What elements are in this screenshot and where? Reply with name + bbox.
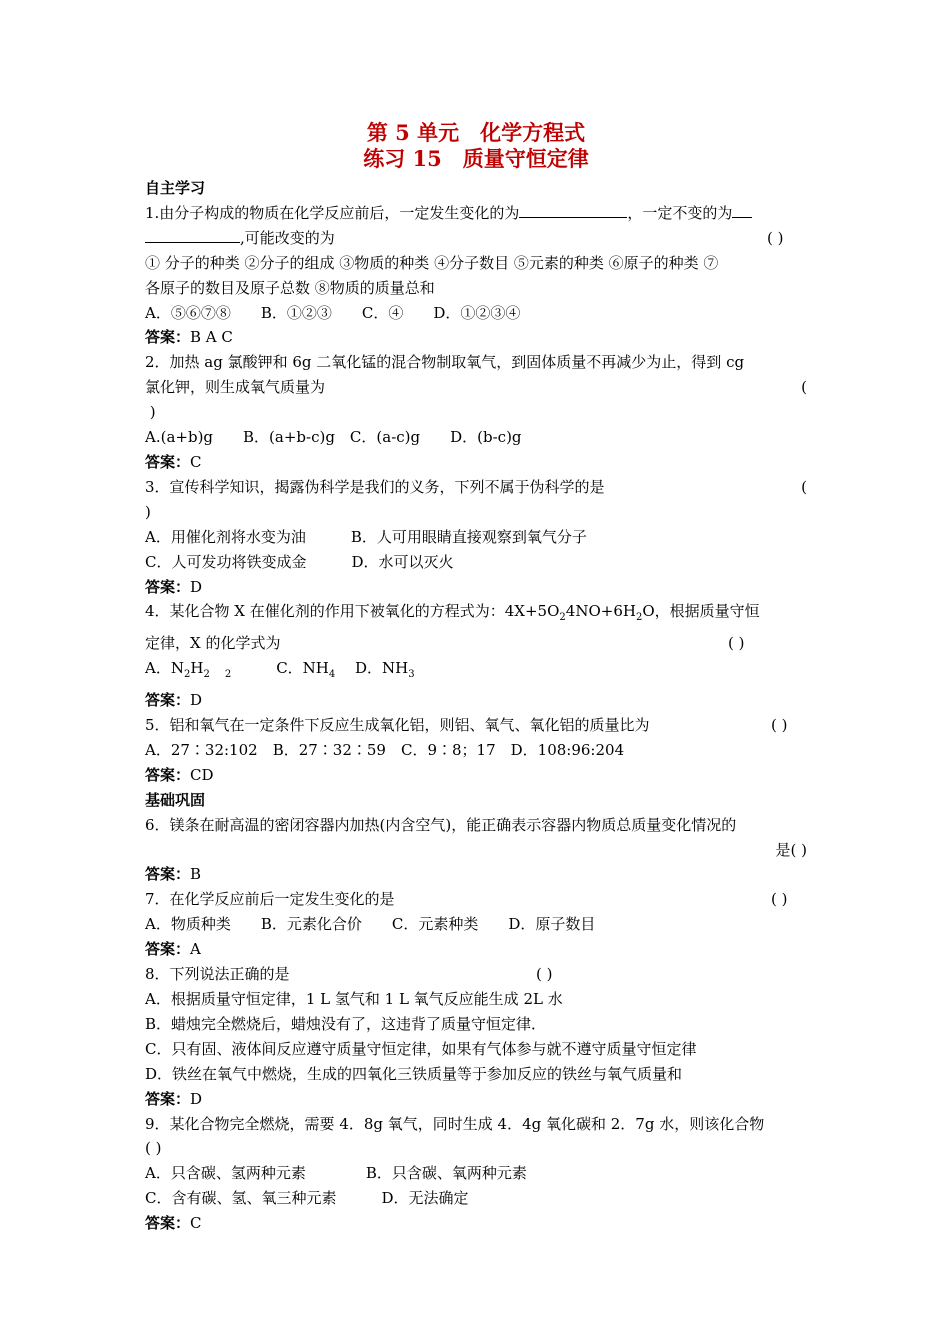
blank-1 — [519, 202, 627, 218]
question-6-line-2 — [145, 838, 807, 863]
q9-options-line-1: A．只含碳、氢两种元素 B．只含碳、氧两种元素 — [145, 1164, 527, 1183]
q8-option-c: C．只有固、液体间反应遵守质量守恒定律，如果有气体参与就不遵守质量守恒定律 — [145, 1039, 697, 1058]
q4-text-pre: 4．某化合物 X 在催化剂的作用下被氧化的方程式为：4X+5O — [145, 602, 560, 621]
q3-paren-close: ) — [145, 502, 151, 521]
answer-3 — [145, 575, 807, 600]
answer-label: 答案： — [145, 1214, 191, 1233]
q1-options-line-1: ① 分子的种类 ②分子的组成 ③物质的种类 ④分子数目 ⑤元素的种类 ⑥原子的种类 ⑦ — [145, 253, 719, 272]
q8-option-a: A．根据质量守恒定律，1 L 氢气和 1 L 氧气反应能生成 2L 水 — [145, 990, 563, 1008]
q7-choices: A．物质种类 B．元素化合价 C．元素种类 D．原子数目 — [145, 915, 596, 934]
q7-answer-paren: ( ) — [771, 890, 788, 909]
question-7 — [145, 887, 807, 912]
q3-options-line-1: A．用催化剂将水变为油 B．人可用眼睛直接观察到氧气分子 — [145, 527, 587, 546]
answer-6-value: B — [190, 865, 202, 884]
question-9-line-1: 9．某化合物完全燃烧，需要 4．8g 氧气，同时生成 4．4g 氧化碳和 2．7g 水，则该化合物 — [145, 1114, 765, 1133]
answer-8 — [145, 1087, 807, 1112]
q2-paren-close — [145, 400, 807, 425]
q4-choice-sub: 2 — [183, 669, 191, 681]
q3-text: 3．宣传科学知识，揭露伪科学是我们的义务，下列不属于伪科学的是 — [145, 477, 605, 496]
q5-answer-paren: ( ) — [771, 716, 788, 735]
q2-text-b: 氯化钾，则生成氧气质量为 — [145, 378, 326, 397]
q8-option-d: D．铁丝在氧气中燃烧，生成的四氧化三铁质量等于参加反应的铁丝与氧气质量和 — [145, 1064, 683, 1083]
question-4-line-2 — [145, 631, 807, 656]
question-6-line-1: 6．镁条在耐高温的密闭容器内加热(内含空气)，能正确表示容器内物质总质量变化情况的 — [145, 815, 737, 834]
answer-6 — [145, 862, 807, 887]
blank-2a — [732, 202, 752, 218]
q1-choices: A．⑤⑥⑦⑧ B．①②③ C．④ D．①②③④ — [145, 303, 521, 322]
answer-2-value: C — [190, 452, 202, 471]
answer-1 — [145, 325, 807, 350]
q1-text-a: 1.由分子构成的物质在化学反应前后，一定发生变化的为 — [145, 203, 520, 222]
q5-text: 5．铝和氧气在一定条件下反应生成氧化铝，则铝、氧气、氧化铝的质量比为 — [145, 716, 650, 735]
question-2-line-2 — [145, 375, 807, 400]
question-1-line-2 — [145, 226, 807, 251]
question-8 — [145, 962, 807, 987]
answer-label: 答案： — [145, 328, 191, 347]
section-heading-self-study: 自主学习 — [145, 179, 206, 197]
q4-choice-gap — [210, 659, 225, 677]
answer-5-value: CD — [190, 765, 214, 784]
answer-3-value: D — [190, 577, 203, 596]
q4-choice-sub: 2 — [203, 669, 210, 681]
q9-options-line-2: C．含有碳、氢、氧三种元素 D．无法确定 — [145, 1189, 469, 1208]
blank-2b — [145, 227, 240, 243]
q1-answer-paren: ( ) — [767, 228, 784, 247]
question-2-line-1: 2．加热 ag 氯酸钾和 6g 二氧化锰的混合物制取氧气，到固体质量不再减少为止，得到 cg — [145, 353, 745, 372]
q3-options-line-2: C．人可发功将铁变成金 D．水可以灭火 — [145, 552, 454, 571]
question-9-line-2: ( ) — [145, 1139, 162, 1158]
answer-8-value: D — [190, 1089, 203, 1108]
q4-text-mid: 4NO+6H — [565, 602, 636, 621]
q1-options-line-2: 各原子的数目及原子总数 ⑧物质的质量总和 — [145, 278, 435, 297]
unit-title: 第 5 单元 化学方程式 — [366, 120, 586, 145]
q5-choices: A．27∶32:102 B．27∶32∶59 C．9∶8；17 D．108:96:204 — [145, 740, 625, 759]
question-1-line-1 — [145, 201, 807, 226]
answer-7 — [145, 937, 807, 962]
answer-label: 答案： — [145, 691, 191, 710]
q7-text: 7．在化学反应前后一定发生变化的是 — [145, 890, 395, 909]
q2-choices: A.(a+b)g B．(a+b-c)g C．(a-c)g D．(b-c)g — [145, 428, 522, 447]
q4-text-post: O，根据质量守恒 — [642, 602, 760, 621]
answer-7-value: A — [190, 940, 201, 959]
q1-text-c: ,可能改变的为 — [240, 228, 335, 247]
answer-label: 答案： — [145, 577, 191, 596]
lesson-title: 练习 15 质量守恒定律 — [363, 146, 589, 171]
q4-choices — [145, 656, 807, 688]
q3-paren-open: ( — [801, 477, 807, 496]
answer-9-value: C — [190, 1214, 202, 1233]
q4-choice-sub: 2 — [224, 669, 232, 681]
answer-4 — [145, 688, 807, 713]
q4-choice-a-cont: H — [190, 659, 204, 678]
question-5 — [145, 713, 807, 738]
answer-label: 答案： — [145, 940, 191, 959]
answer-1-value: B A C — [190, 328, 233, 347]
q8-text: 8．下列说法正确的是 — [145, 965, 290, 984]
q8-option-b: B．蜡烛完全燃烧后，蜡烛没有了，这违背了质量守恒定律． — [145, 1014, 547, 1033]
q4-sub-2: 2 — [635, 612, 643, 624]
answer-4-value: D — [190, 691, 203, 710]
q4-choice-d: D．NH — [335, 659, 409, 678]
q4-choice-c: C．NH — [231, 659, 329, 678]
q8-answer-paren: ( ) — [536, 965, 553, 984]
answer-label: 答案： — [145, 452, 191, 471]
answer-9 — [145, 1211, 807, 1236]
q4-choice-sub: 3 — [408, 669, 415, 681]
q4-text-b: 定律，X 的化学式为 — [145, 634, 281, 653]
answer-2 — [145, 450, 807, 475]
section-heading-consolidation: 基础巩固 — [145, 790, 206, 809]
answer-5 — [145, 763, 807, 788]
q4-choice-sub: 4 — [328, 669, 336, 681]
answer-label: 答案： — [145, 765, 191, 784]
document-page — [145, 120, 807, 1236]
q1-text-b: ，一定不变的为 — [627, 203, 733, 222]
question-4-line-1 — [145, 599, 807, 631]
q2-paren-close-text: ) — [149, 403, 156, 422]
q6-text-b: 是( ) — [775, 840, 807, 859]
answer-label: 答案： — [145, 1089, 191, 1108]
q4-choice-a: A．N — [145, 659, 184, 678]
q4-sub-1: 2 — [559, 612, 566, 624]
answer-label: 答案： — [145, 865, 191, 884]
question-3-line-1 — [145, 475, 807, 500]
q2-paren-open: ( — [801, 378, 807, 397]
q4-answer-paren: ( ) — [728, 634, 745, 653]
